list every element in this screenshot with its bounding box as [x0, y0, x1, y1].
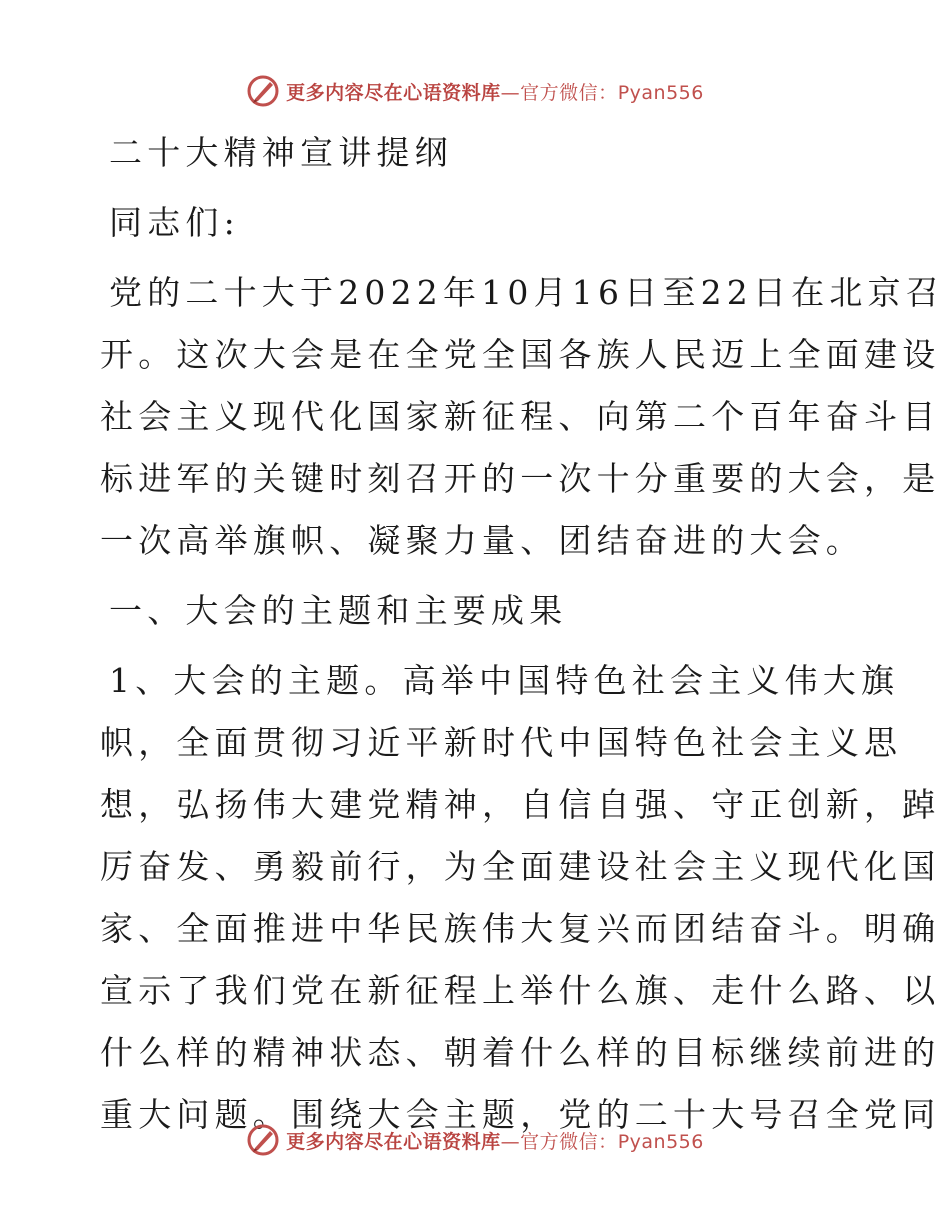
quill-logo-icon	[246, 74, 280, 108]
item1-line: 宣示了我们党在新征程上举什么旗、走什么路、以	[100, 971, 941, 1010]
section-heading: 一、大会的主题和主要成果	[109, 591, 568, 630]
salutation: 同志们:	[109, 203, 240, 242]
document-title: 二十大精神宣讲提纲	[109, 133, 453, 172]
banner-brand: 更多内容尽在心语资料库	[286, 81, 501, 104]
intro-paragraph	[100, 262, 944, 572]
banner-label: 官方微信：	[520, 81, 618, 104]
item1-line: 重大问题。围绕大会主题，党的二十大号召全党同	[100, 1095, 941, 1134]
document-body	[100, 122, 944, 1146]
intro-line: 开。这次大会是在全党全国各族人民迈上全面建设	[100, 335, 941, 374]
banner-separator: —	[500, 81, 521, 104]
banner-separator: —	[500, 1130, 521, 1153]
banner-account: Pyan556	[617, 81, 704, 104]
footer-banner-text	[286, 1127, 704, 1154]
item1-line: 想，弘扬伟大建党精神，自信自强、守正创新，踔	[100, 785, 941, 824]
intro-line: 一次高举旗帜、凝聚力量、团结奋进的大会。	[100, 521, 864, 560]
item1-line: 什么样的精神状态、朝着什么样的目标继续前进的	[100, 1033, 941, 1072]
footer-watermark	[0, 1121, 950, 1159]
banner-label: 官方微信：	[520, 1130, 618, 1153]
item1-line: 家、全面推进中华民族伟大复兴而团结奋斗。明确	[100, 909, 941, 948]
intro-line: 党的二十大于2022年10月16日至22日在北京召	[109, 273, 944, 312]
item1-line: 1、大会的主题。高举中国特色社会主义伟大旗	[109, 661, 900, 700]
header-watermark	[0, 72, 950, 110]
intro-line: 社会主义现代化国家新征程、向第二个百年奋斗目	[100, 397, 941, 436]
item1-paragraph	[100, 650, 941, 1146]
banner-brand: 更多内容尽在心语资料库	[286, 1130, 501, 1153]
banner-account: Pyan556	[617, 1130, 704, 1153]
item1-line: 帜，全面贯彻习近平新时代中国特色社会主义思	[100, 723, 903, 762]
header-banner-text	[286, 78, 704, 105]
quill-logo-icon	[246, 1123, 280, 1157]
item1-line: 厉奋发、勇毅前行，为全面建设社会主义现代化国	[100, 847, 941, 886]
intro-line: 标进军的关键时刻召开的一次十分重要的大会，是	[100, 459, 941, 498]
